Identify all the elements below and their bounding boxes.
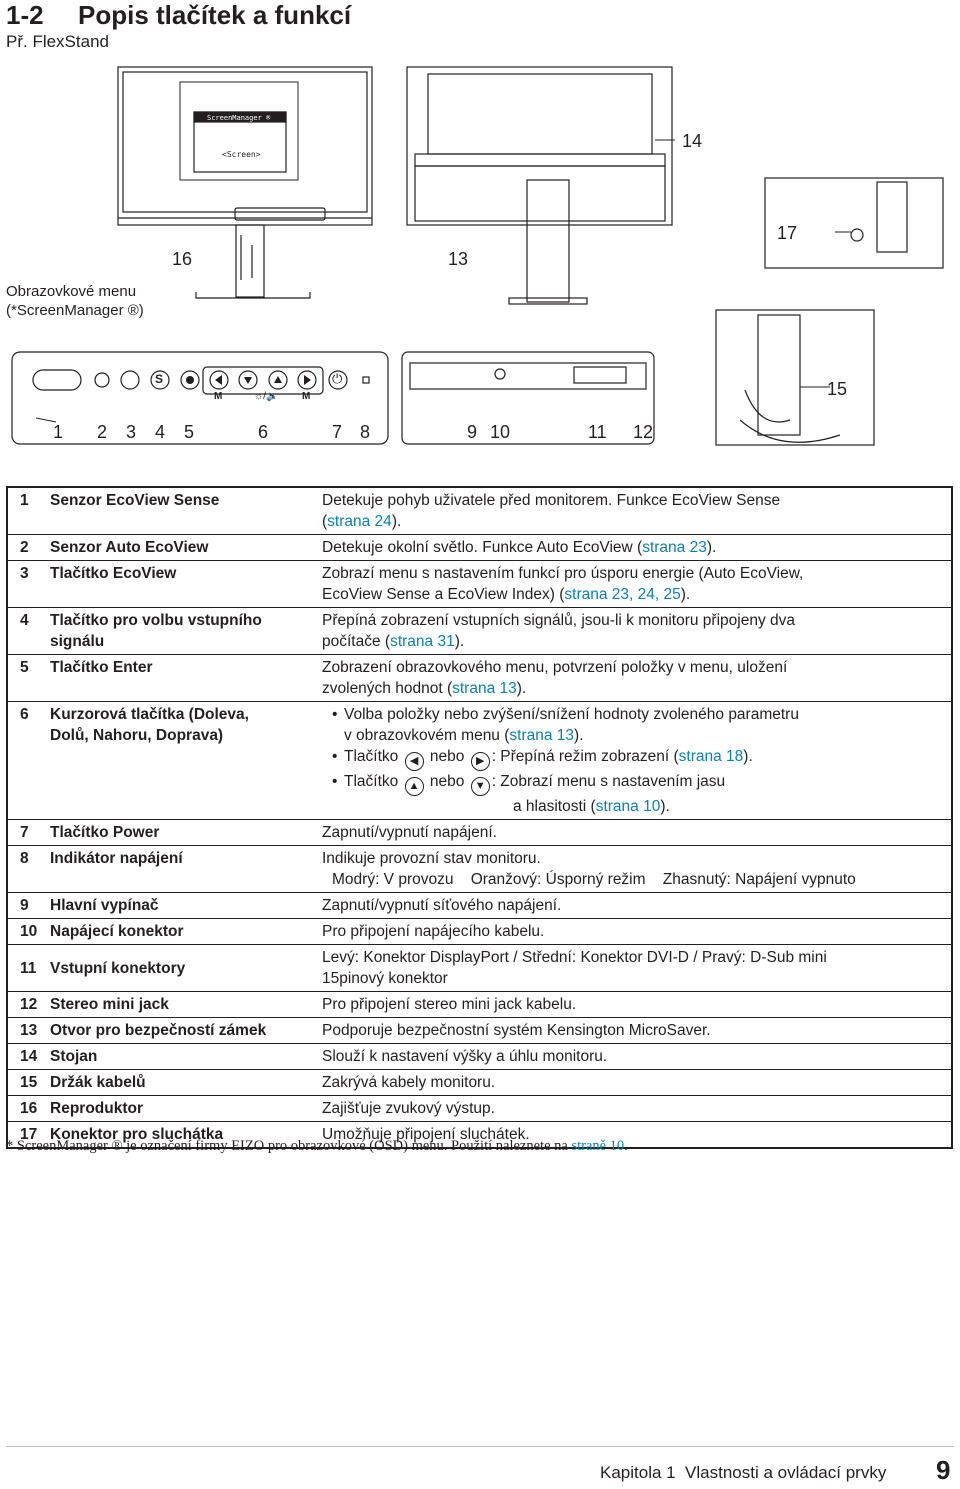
page-link[interactable]: strana 23	[642, 539, 707, 556]
page-link[interactable]: strana 10	[595, 798, 661, 815]
up-arrow-icon: ▲	[405, 777, 424, 796]
page-link[interactable]: strana 31	[390, 633, 455, 650]
callout-14: 14	[682, 131, 703, 151]
rear-number-12: 12	[633, 422, 654, 442]
rear-number-11: 11	[588, 422, 607, 442]
table-row: 16 Reproduktor Zajišťuje zvukový výstup.	[7, 1096, 952, 1122]
front-number-4: 4	[155, 422, 166, 442]
section-title-text: Popis tlačítek a funkcí	[78, 0, 352, 30]
page-link[interactable]: strana 13	[452, 680, 517, 697]
front-number-8: 8	[360, 422, 371, 442]
osd-title: ScreenManager ®	[207, 114, 271, 122]
callout-15: 15	[827, 379, 848, 399]
chapter-label: Kapitola 1 Vlastnosti a ovládací prvky	[600, 1463, 887, 1482]
front-number-6: 6	[258, 422, 269, 442]
table-row: 1 Senzor EcoView Sense Detekuje pohyb uživatele před monitorem. Funkce EcoView Sense (strana 24).	[7, 487, 952, 535]
m-right-label: M	[302, 391, 311, 402]
front-number-2: 2	[97, 422, 108, 442]
function-table	[6, 486, 953, 1149]
rear-number-10: 10	[490, 422, 511, 442]
table-row: 11 Vstupní konektory Levý: Konektor DisplayPort / Střední: Konektor DVI-D / Pravý: D-Sub mini 15pinový konektor	[7, 945, 952, 992]
callout-17: 17	[777, 223, 798, 243]
table-row: 4 Tlačítko pro volbu vstupního signálu Přepíná zobrazení vstupních signálů, jsou-li k monitoru připojeny dva počítače (strana 31).	[7, 608, 952, 655]
table-row: 7 Tlačítko Power Zapnutí/vypnutí napájení.	[7, 820, 952, 846]
callout-13: 13	[448, 249, 469, 269]
table-row: 3 Tlačítko EcoView Zobrazí menu s nastavením funkcí pro úsporu energie (Auto EcoView, EcoView Sense a EcoView Index) (strana 23, 24, 25).	[7, 561, 952, 608]
down-arrow-icon: ▼	[471, 777, 490, 796]
footer-divider	[6, 1446, 954, 1447]
table-row: 13 Otvor pro bezpečností zámek Podporuje bezpečnostní systém Kensington MicroSaver.	[7, 1018, 952, 1044]
page-header	[6, 0, 954, 52]
page-link[interactable]: strana 23, 24, 25	[564, 586, 681, 603]
page-link[interactable]: strana 18	[678, 748, 744, 765]
monitor-drawing	[0, 60, 960, 455]
table-row: 17 Konektor pro sluchátka Umožňuje připojení sluchátek.	[7, 1122, 952, 1149]
left-arrow-icon: ◀	[405, 752, 424, 771]
osd-screen-label: <Screen>	[222, 150, 261, 159]
front-number-1: 1	[53, 422, 64, 442]
section-title	[6, 0, 954, 30]
osd-caption-line1: Obrazovkové menu	[6, 283, 137, 300]
table-row: 12 Stereo mini jack Pro připojení stereo mini jack kabelu.	[7, 992, 952, 1018]
page-link[interactable]: straně 10	[571, 1138, 625, 1154]
m-left-label: M	[214, 391, 223, 402]
right-arrow-icon: ▶	[471, 752, 490, 771]
footnote: * ScreenManager ® je označení firmy EIZO pro obrazovkové (OSD) menu. Použití naleznete na straně 10.	[6, 1138, 628, 1154]
front-number-3: 3	[126, 422, 137, 442]
subtitle: Př. FlexStand	[6, 32, 109, 51]
table-row: 5 Tlačítko Enter Zobrazení obrazovkového menu, potvrzení položky v menu, uložení zvolených hodnot (strana 13).	[7, 655, 952, 702]
ecoview-s-glyph: S	[155, 372, 164, 386]
table-row: 2 Senzor Auto EcoView Detekuje okolní světlo. Funkce Auto EcoView (strana 23).	[7, 535, 952, 561]
section-number: 1-2	[6, 0, 44, 30]
page-link[interactable]: strana 24	[327, 513, 392, 530]
power-icon: ⏻	[332, 371, 343, 386]
table-row: 6 Kurzorová tlačítka (Doleva, Dolů, Nahoru, Doprava) • Volba položky nebo zvýšení/snížení hodnoty zvoleného parametru v obrazovkovém menu (strana 13). • Tlačítko ◀ nebo ▶ : Přepíná režim zobrazení (strana 18). • Tlačítko ▲ nebo ▼ : Zobrazí menu s nastavením jasu a hlasitosti (strana 10).	[7, 702, 952, 820]
table-row: 14 Stojan Slouží k nastavení výšky a úhlu monitoru.	[7, 1044, 952, 1070]
table-row: 9 Hlavní vypínač Zapnutí/vypnutí síťového napájení.	[7, 893, 952, 919]
osd-caption-line2: (*ScreenManager ®)	[6, 302, 144, 319]
table-row: 15 Držák kabelů Zakrývá kabely monitoru.	[7, 1070, 952, 1096]
table-row: 8 Indikátor napájení Indikuje provozní stav monitoru. Modrý: V provozu Oranžový: Úsporný režim Zhasnutý: Napájení vypnuto	[7, 846, 952, 893]
monitor-illustration	[0, 60, 960, 455]
table-row: 10 Napájecí konektor Pro připojení napájecího kabelu.	[7, 919, 952, 945]
page-number: 9	[936, 1455, 951, 1485]
rear-number-9: 9	[467, 422, 478, 442]
callout-16: 16	[172, 249, 193, 269]
front-number-7: 7	[332, 422, 343, 442]
page-link[interactable]: strana 13	[509, 727, 575, 744]
osd-caption	[6, 282, 144, 320]
brightness-volume-label: ☼/🔈	[254, 391, 279, 402]
front-number-5: 5	[184, 422, 195, 442]
